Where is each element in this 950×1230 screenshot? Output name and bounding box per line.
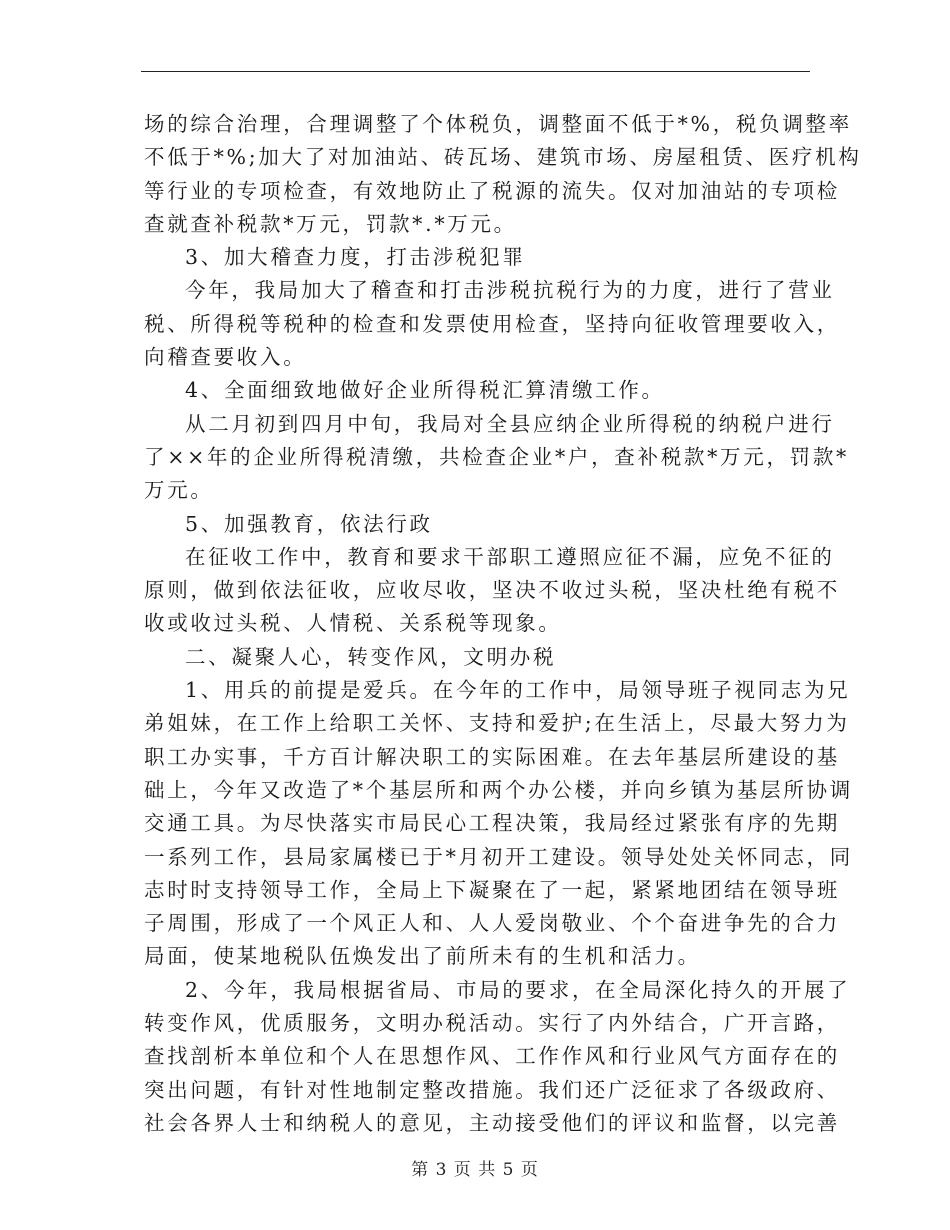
body-line: 不低于*%;加大了对加油站、砖瓦场、建筑市场、房屋租赁、医疗机构 <box>144 145 862 170</box>
section-heading: 二、凝聚人心，转变作风，文明办税 <box>185 644 557 669</box>
document-body <box>144 108 862 1140</box>
body-line: 向稽查要收入。 <box>144 345 307 370</box>
body-line: 查找剖析本单位和个人在思想作风、工作作风和行业风气方面存在的 <box>144 1044 840 1069</box>
body-line: 查就查补税款*万元，罚款*.*万元。 <box>144 211 517 236</box>
section-heading: 3、加大稽查力度，打击涉税犯罪 <box>185 245 526 270</box>
body-line: 税、所得税等税种的检查和发票使用检查，坚持向征收管理要收入， <box>144 311 840 336</box>
body-line: 弟姐妹，在工作上给职工关怀、支持和爱护;在生活上，尽最大努力为 <box>144 711 850 736</box>
body-line: 局面，使某地税队伍焕发出了前所未有的生机和活力。 <box>144 944 701 969</box>
section-heading: 4、全面细致地做好企业所得税汇算清缴工作。 <box>185 378 665 403</box>
body-line: 职工办实事，千方百计解决职工的实际困难。在去年基层所建设的基 <box>144 744 840 769</box>
section-heading: 5、加强教育，依法行政 <box>185 511 433 536</box>
body-line: 收或收过头税、人情税、关系税等现象。 <box>144 611 562 636</box>
body-line: 等行业的专项检查，有效地防止了税源的流失。仅对加油站的专项检 <box>144 178 840 203</box>
page-number-footer: 第 3 页 共 5 页 <box>411 1160 539 1180</box>
body-line: 原则，做到依法征收，应收尽收，坚决不收过头税，坚决杜绝有税不 <box>144 578 840 603</box>
body-line: 了××年的企业所得税清缴，共检查企业*户，查补税款*万元，罚款* <box>144 444 850 469</box>
body-line: 从二月初到四月中旬，我局对全县应纳企业所得税的纳税户进行 <box>185 411 835 436</box>
body-line: 在征收工作中，教育和要求干部职工遵照应征不漏，应免不征的 <box>185 544 835 569</box>
body-line: 突出问题，有针对性地制定整改措施。我们还广泛征求了各级政府、 <box>144 1077 840 1102</box>
body-line: 场的综合治理，合理调整了个体税负，调整面不低于*%，税负调整率 <box>144 112 852 136</box>
body-line: 社会各界人士和纳税人的意见，主动接受他们的评议和监督，以完善 <box>144 1110 840 1135</box>
body-line: 转变作风，优质服务，文明办税活动。实行了内外结合，广开言路， <box>144 1011 840 1036</box>
body-line: 础上，今年又改造了*个基层所和两个办公楼，并向乡镇为基层所协调 <box>144 777 853 802</box>
body-line: 交通工具。为尽快落实市局民心工程决策，我局经过紧张有序的先期 <box>144 811 840 836</box>
body-line: 一系列工作，县局家属楼已于*月初开工建设。领导处处关怀同志，同 <box>144 844 853 869</box>
body-line: 1、用兵的前提是爱兵。在今年的工作中，局领导班子视同志为兄 <box>185 678 851 703</box>
body-line: 志时时支持领导工作，全局上下凝聚在了一起，紧紧地团结在领导班 <box>144 877 840 902</box>
body-line: 今年，我局加大了稽查和打击涉税抗税行为的力度，进行了营业 <box>185 278 835 303</box>
header-rule <box>141 71 810 72</box>
body-line: 万元。 <box>144 478 214 503</box>
body-line: 子周围，形成了一个风正人和、人人爱岗敬业、个个奋进争先的合力 <box>144 911 840 936</box>
body-line: 2、今年，我局根据省局、市局的要求，在全局深化持久的开展了 <box>185 977 851 1002</box>
